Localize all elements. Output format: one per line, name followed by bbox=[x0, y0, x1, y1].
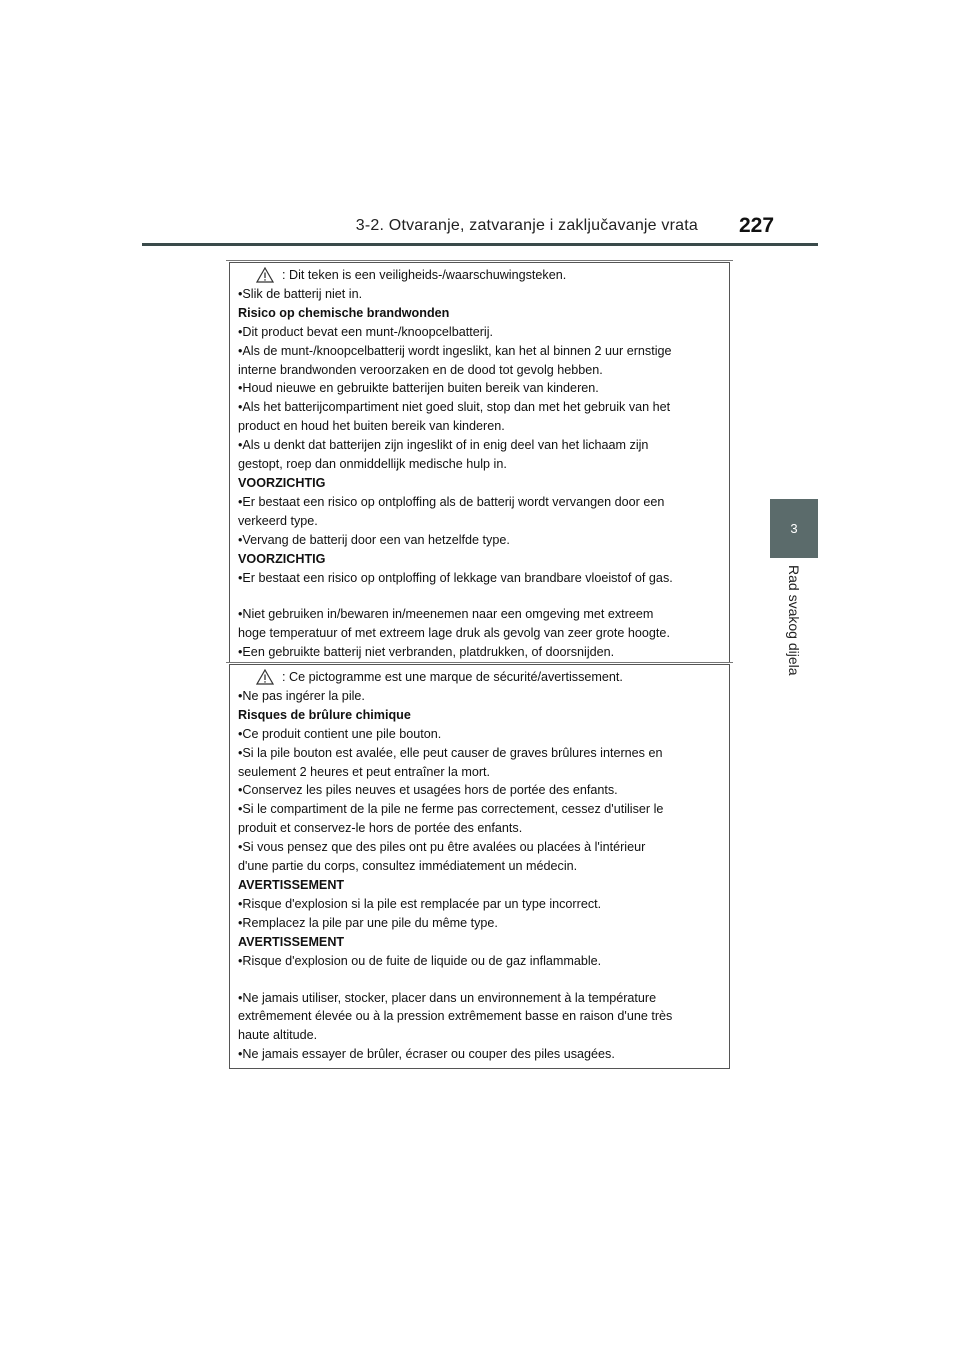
chapter-label: Rad svakog dijela bbox=[786, 565, 802, 676]
dutch-content bbox=[238, 266, 717, 662]
text-line: •Er bestaat een risico op ontploffing of lekkage van brandbare vloeistof of gas. bbox=[238, 570, 673, 585]
text-line: •Ne pas ingérer la pile. bbox=[238, 688, 365, 703]
text-line: haute altitude. bbox=[238, 1028, 318, 1043]
text-line: •Houd nieuwe en gebruikte batterijen buiten bereik van kinderen. bbox=[238, 381, 599, 396]
section-heading: Risico op chemische brandwonden bbox=[238, 305, 450, 320]
text-line: •Er bestaat een risico op ontploffing als de batterij wordt vervangen door een bbox=[238, 494, 665, 509]
header-divider bbox=[142, 243, 818, 246]
text-line: •Si vous pensez que des piles ont pu être avalées ou placées à l'intérieur bbox=[238, 840, 646, 855]
caution-heading: VOORZICHTIG bbox=[238, 551, 326, 566]
text-line: •Dit product bevat een munt-/knoopcelbatterij. bbox=[238, 324, 494, 339]
french-warning-text: : Ce pictogramme est une marque de sécurité/avertissement. bbox=[282, 670, 623, 684]
warning-heading: AVERTISSEMENT bbox=[238, 934, 345, 949]
text-line: •Slik de batterij niet in. bbox=[238, 286, 363, 301]
dutch-warning-text: : Dit teken is een veiligheids-/waarschuwingsteken. bbox=[282, 268, 567, 282]
text-line: interne brandwonden veroorzaken en de dood tot gevolg hebben. bbox=[238, 362, 603, 377]
text-line: d'une partie du corps, consultez immédiatement un médecin. bbox=[238, 859, 578, 874]
warning-heading: AVERTISSEMENT bbox=[238, 877, 345, 892]
text-line: •Risque d'explosion si la pile est remplacée par un type incorrect. bbox=[238, 896, 602, 911]
chapter-tab-number: 3 bbox=[790, 521, 798, 536]
spacer bbox=[238, 971, 717, 989]
text-line: •Si le compartiment de la pile ne ferme pas correctement, cessez d'utiliser le bbox=[238, 802, 664, 817]
text-line: •Als u denkt dat batterijen zijn ingeslikt of in enig deel van het lichaam zijn bbox=[238, 438, 649, 453]
text-line: gestopt, roep dan onmiddellijk medische hulp in. bbox=[238, 457, 507, 472]
box-rule bbox=[226, 662, 733, 663]
warning-triangle-icon bbox=[256, 669, 274, 685]
french-content bbox=[238, 668, 717, 1064]
section-heading: Risques de brûlure chimique bbox=[238, 707, 411, 722]
section-title: 3-2. Otvaranje, zatvaranje i zaključavanje vrata bbox=[355, 217, 698, 234]
text-line: •Ce produit contient une pile bouton. bbox=[238, 726, 442, 741]
french-warning-box bbox=[229, 664, 730, 1069]
text-line: •Als het batterijcompartiment niet goed sluit, stop dan met het gebruik van het bbox=[238, 400, 671, 415]
text-line: verkeerd type. bbox=[238, 513, 318, 528]
caution-heading: VOORZICHTIG bbox=[238, 475, 326, 490]
text-line: •Si la pile bouton est avalée, elle peut causer de graves brûlures internes en bbox=[238, 745, 663, 760]
french-warning-line bbox=[238, 668, 717, 687]
text-line: •Risque d'explosion ou de fuite de liquide ou de gaz inflammable. bbox=[238, 953, 602, 968]
warning-triangle-icon bbox=[256, 267, 274, 283]
text-line: •Niet gebruiken in/bewaren in/meenemen naar een omgeving met extreem bbox=[238, 607, 654, 622]
dutch-warning-box bbox=[229, 262, 730, 663]
text-line: •Een gebruikte batterij niet verbranden, platdrukken, of doorsnijden. bbox=[238, 645, 615, 660]
spacer bbox=[238, 587, 717, 605]
page-number: 227 bbox=[739, 214, 775, 237]
chapter-tab bbox=[770, 499, 818, 558]
text-line: •Ne jamais essayer de brûler, écraser ou couper des piles usagées. bbox=[238, 1047, 615, 1062]
text-line: •Als de munt-/knoopcelbatterij wordt ingeslikt, kan het al binnen 2 uur ernstige bbox=[238, 343, 672, 358]
box-rule bbox=[226, 260, 733, 261]
text-line: extrêmement élevée ou à la pression extrêmement basse en raison d'une très bbox=[238, 1009, 673, 1024]
text-line: product en houd het buiten bereik van kinderen. bbox=[238, 419, 505, 434]
text-line: seulement 2 heures et peut entraîner la mort. bbox=[238, 764, 491, 779]
text-line: •Vervang de batterij door een van hetzelfde type. bbox=[238, 532, 510, 547]
text-line: •Conservez les piles neuves et usagées hors de portée des enfants. bbox=[238, 783, 618, 798]
dutch-warning-line bbox=[238, 266, 717, 285]
text-line: •Ne jamais utiliser, stocker, placer dans un environnement à la température bbox=[238, 990, 657, 1005]
text-line: hoge temperatuur of met extreem lage druk als gevolg van zeer grote hoogte. bbox=[238, 626, 670, 641]
text-line: •Remplacez la pile par une pile du même type. bbox=[238, 915, 498, 930]
text-line: produit et conservez-le hors de portée des enfants. bbox=[238, 821, 523, 836]
